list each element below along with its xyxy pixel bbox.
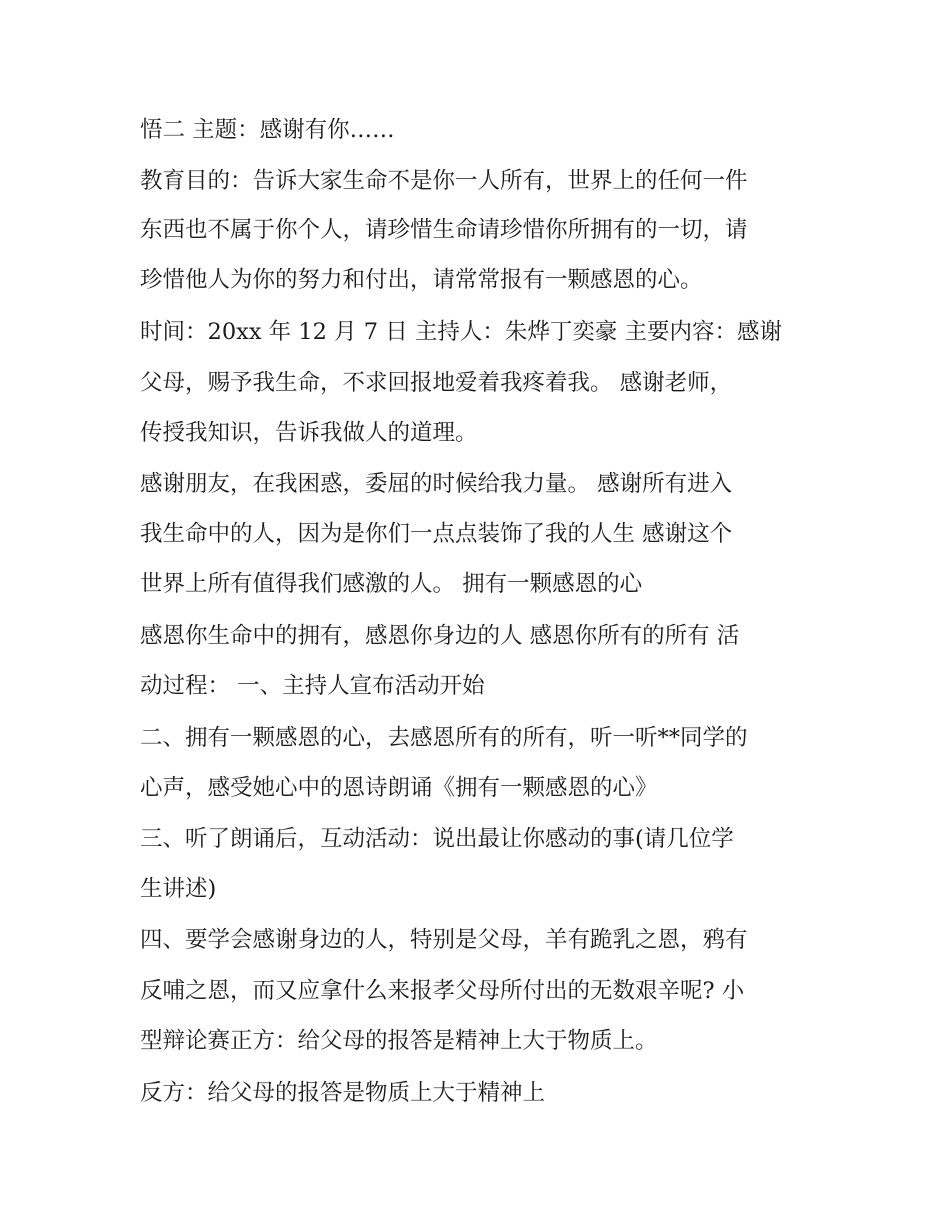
text-line: 反方：给父母的报答是物质上大于精神上 [140,1080,546,1106]
text-line: 珍惜他人为你的努力和付出，请常常报有一颗感恩的心。 [140,267,703,293]
text-line: 四、要学会感谢身边的人，特别是父母，羊有跪乳之恩，鸦有 [140,927,748,953]
text-line: 生讲述) [140,876,217,902]
text-line: 心声，感受她心中的恩诗朗诵《拥有一颗感恩的心》 [140,775,658,801]
text-line: 反哺之恩，而又应拿什么来报孝父母所付出的无数艰辛呢? 小 [140,978,745,1004]
text-line: 东西也不属于你个人，请珍惜生命请珍惜你所拥有的一切，请 [140,217,748,243]
heading-line: 悟二 主题：感谢有你…… [140,117,395,143]
text-line: 三、听了朗诵后，互动活动：说出最让你感动的事(请几位学 [140,826,734,852]
text-line: 我生命中的人，因为是你们一点点装饰了我的人生 感谢这个 [140,521,733,547]
text-line: 世界上所有值得我们感激的人。 拥有一颗感恩的心 [140,571,643,597]
text-line: 动过程： 一、主持人宣布活动开始 [140,673,485,699]
text-line: 型辩论赛正方：给父母的报答是精神上大于物质上。 [140,1028,658,1054]
text-line: 二、拥有一颗感恩的心，去感恩所有的所有，听一听**同学的 [140,725,748,751]
text-line: 感谢朋友，在我困惑，委屈的时候给我力量。 感谢所有进入 [140,471,733,497]
text-line: 感恩你生命中的拥有，感恩你身边的人 感恩你所有的所有 活 [140,623,740,649]
text-line: 传授我知识，告诉我做人的道理。 [140,420,478,446]
text-line: 时间：20xx 年 12 月 7 日 主持人：朱烨丁奕豪 主要内容：感谢 [140,319,783,345]
text-line: 教育目的：告诉大家生命不是你一人所有，世界上的任何一件 [140,168,748,194]
text-line: 父母，赐予我生命，不求回报地爱着我疼着我。 感谢老师， [140,370,733,396]
